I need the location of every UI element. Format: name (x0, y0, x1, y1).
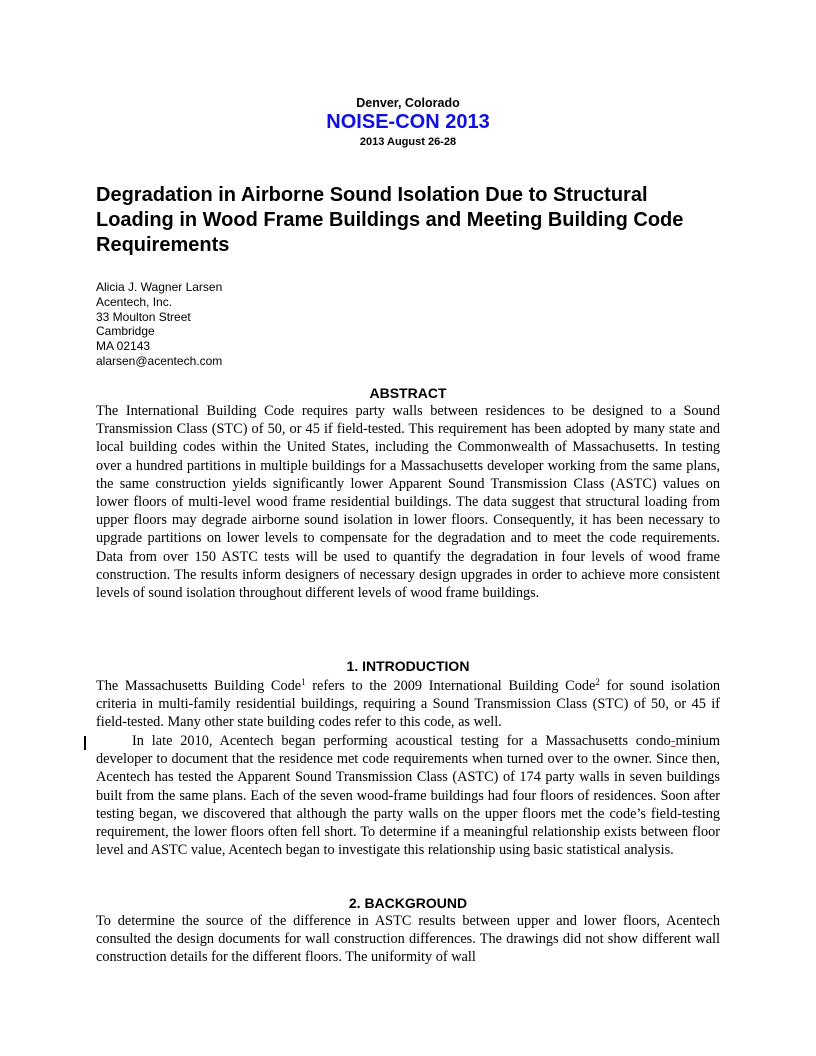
author-name: Alicia J. Wagner Larsen (96, 280, 223, 294)
author-state-zip: MA 02143 (96, 339, 151, 354)
intro-p1-text-c: for sound isolation criteria in multi-family residential buildings, requiring a Sound Transmission Class (STC) of 50, or 45 if field-tested. Many other state building codes refer to this code, as well. (96, 678, 720, 731)
background-heading: 2. BACKGROUND (348, 895, 468, 911)
author-street: 33 Moulton Street (96, 309, 191, 324)
introduction-paragraph-2 (96, 732, 720, 859)
conference-city: Denver, Colorado (356, 96, 460, 110)
author-company: Acentech, Inc. (96, 294, 173, 309)
revision-change-bar (84, 736, 86, 750)
reference-2: 2 (595, 677, 600, 687)
conference-dates: 2013 August 26-28 (359, 136, 457, 148)
abstract-text: The International Building Code requires party walls between residences to be designed to a Sound Transmission Class (STC) of 50, or 45 if field-tested. This requirement has been adopted by many state and local building codes within the United States, including the Commonwealth of Massachusetts. In testing over a hundred partitions in multiple buildings for a Massachusetts developer working from the same plans, the same construction yields significantly lower Apparent Sound Transmission Class (ASTC) values on lower floors of multi-level wood frame residential buildings. The data suggest that structural loading from upper floors may degrade airborne sound isolation in lower floors. Consequently, it has been necessary to upgrade partitions on lower levels to compensate for the degradation and to meet the code requirements. Data from over 150 ASTC tests will be used to quantify the degradation in four levels of wood frame construction. The results inform designers of necessary design upgrades in order to achieve more consistent levels of sound isolation throughout different levels of wood frame buildings. (96, 403, 720, 602)
paper-title: Degradation in Airborne Sound Isolation Due to Structural Loading in Wood Frame Buildings and Meeting Building Code Requirements (96, 184, 684, 256)
intro-p2-text-b: minium developer to document that the residence met code requirements when turned over to the owner. Since then, Acentech has tested the Apparent Sound Transmission Class (ASTC) of 174 party walls in seven buildings built from the same plans. Each of the seven wood-frame buildings had four floors of residences. Soon after testing began, we discovered that although the party walls on the upper floors met the code’s field-testing requirement, the lower floors often fell short. To determine if a meaningful relationship exists between floor level and ASTC value, Acentech began to investigate this relationship using basic statistical analysis. (96, 733, 720, 859)
intro-p2-text-a: In late 2010, Acentech began performing acoustical testing for a Massachusetts condo (132, 733, 671, 749)
background-text: To determine the source of the difference in ASTC results between upper and lower floors, Acentech consulted the design documents for wall construction differences. The drawings did not show different wall construction details for the different floors. The uniformity of wall (96, 913, 720, 966)
conference-name: NOISE-CON 2013 (326, 111, 490, 133)
tracked-hyphen: - (670, 733, 676, 749)
introduction-heading: 1. INTRODUCTION (346, 658, 470, 674)
reference-1: 1 (301, 677, 306, 687)
introduction-paragraph-1 (96, 677, 720, 732)
author-email[interactable]: alarsen@acentech.com (96, 353, 223, 368)
author-block (96, 280, 222, 369)
intro-p1-text-a: The Massachusetts Building Code (96, 678, 302, 694)
abstract-heading: ABSTRACT (369, 385, 447, 401)
intro-p1-text-b: refers to the 2009 International Building Code (305, 678, 596, 694)
author-city: Cambridge (96, 324, 155, 339)
